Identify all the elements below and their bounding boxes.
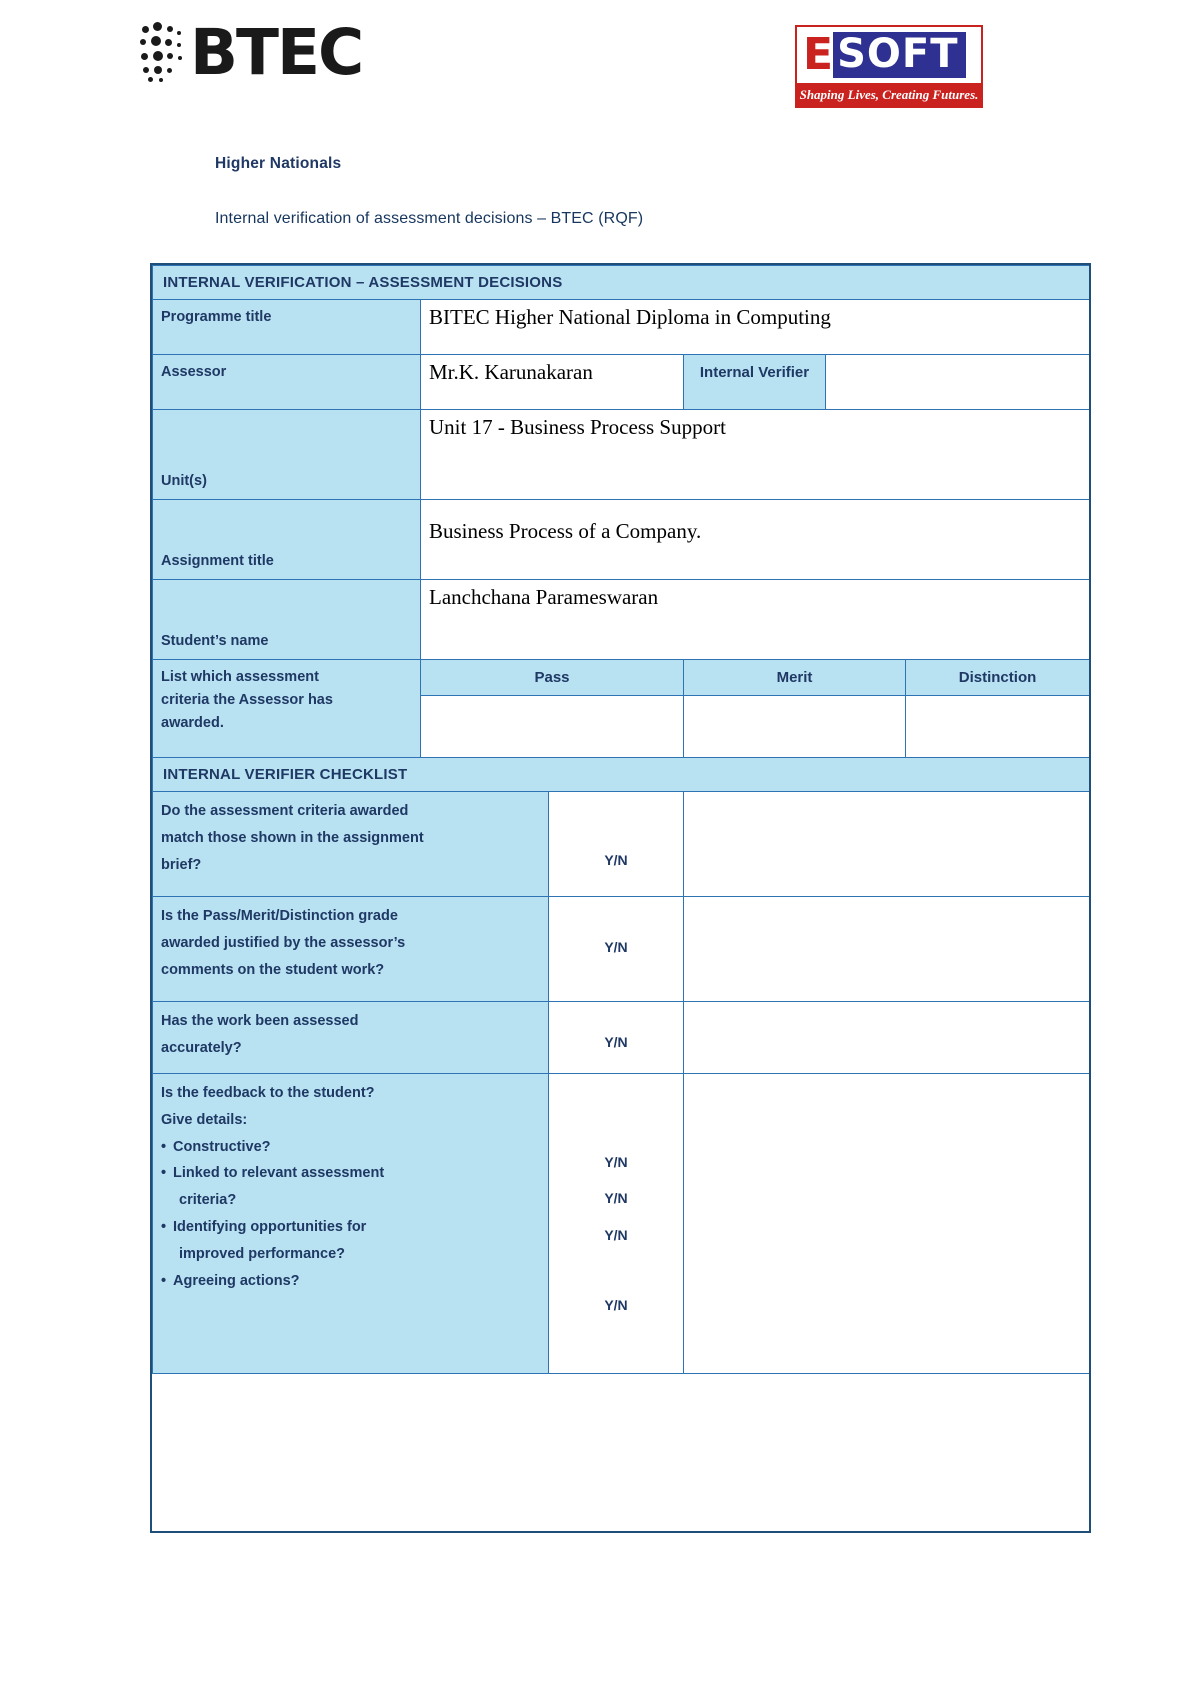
assessor-value[interactable]: Mr.K. Karunakaran (421, 355, 684, 410)
question-line: Has the work been assessed (161, 1013, 359, 1029)
student-name-label: Student’s name (153, 580, 421, 660)
units-label: Unit(s) (153, 410, 421, 500)
criteria-label-line-2: criteria the Assessor has (161, 692, 333, 709)
btec-wordmark: BTEC (190, 16, 363, 89)
checklist-yn-feedback-4[interactable]: Y/N (604, 1297, 628, 1314)
list-item: • Agreeing actions? (161, 1268, 540, 1295)
internal-verifier-label: Internal Verifier (684, 355, 826, 410)
table-row (153, 1074, 1090, 1374)
grade-header-merit: Merit (684, 660, 906, 696)
assessor-label: Assessor (153, 355, 421, 410)
table-row (153, 410, 1090, 500)
assignment-title-value[interactable]: Business Process of a Company. (421, 500, 1090, 580)
assignment-title-label: Assignment title (153, 500, 421, 580)
table-row (153, 897, 1090, 1002)
esoft-letter-e: E (803, 29, 834, 80)
checklist-question-grade-justified (153, 897, 549, 1002)
checklist-question-assessed-accurately (153, 1002, 549, 1074)
table-row (153, 660, 1090, 696)
grade-value-merit[interactable] (684, 696, 906, 758)
feedback-subheading: Give details: (161, 1111, 248, 1128)
question-line: Do the assessment criteria awarded (161, 803, 409, 819)
table-row (153, 1002, 1090, 1074)
section-heading-assessment-decisions: INTERNAL VERIFICATION – ASSESSMENT DECISIONS (153, 266, 1090, 300)
criteria-label-line-1: List which assessment (161, 669, 319, 685)
checklist-yn-feedback-3[interactable]: Y/N (604, 1226, 628, 1243)
checklist-yn-feedback-group[interactable] (549, 1074, 684, 1374)
table-row (153, 580, 1090, 660)
checklist-comment-feedback[interactable] (684, 1074, 1090, 1374)
section-heading-verifier-checklist: INTERNAL VERIFIER CHECKLIST (153, 758, 1090, 792)
criteria-awarded-label (153, 660, 421, 758)
criteria-label-line-3: awarded. (161, 715, 224, 732)
feedback-bullet-list (161, 1134, 540, 1295)
programme-title-label: Programme title (153, 300, 421, 355)
checklist-comment-grade-justified[interactable] (684, 897, 1090, 1002)
question-line: comments on the student work? (161, 961, 385, 978)
btec-dots-icon (140, 22, 188, 84)
grade-value-pass[interactable] (421, 696, 684, 758)
esoft-letters-soft: SOFT (833, 32, 966, 78)
grade-value-distinction[interactable] (906, 696, 1090, 758)
question-line: match those shown in the assignment (161, 829, 424, 846)
units-value[interactable]: Unit 17 - Business Process Support (421, 410, 1090, 500)
grade-header-pass: Pass (421, 660, 684, 696)
internal-verifier-value[interactable] (826, 355, 1090, 410)
checklist-yn-feedback-1[interactable]: Y/N (604, 1154, 628, 1170)
feedback-heading: Is the feedback to the student? (161, 1085, 375, 1101)
table-row (153, 792, 1090, 897)
checklist-question-criteria-match (153, 792, 549, 897)
question-line: brief? (161, 856, 202, 873)
programme-title-value[interactable]: BITEC Higher National Diploma in Computing (421, 300, 1090, 355)
table-row (153, 758, 1090, 792)
list-item: • Constructive? (161, 1134, 540, 1161)
page-subtitle: Internal verification of assessment decisions – BTEC (RQF) (215, 210, 644, 227)
list-item: • Linked to relevant assessment (161, 1160, 540, 1187)
checklist-yn-grade-justified[interactable]: Y/N (549, 897, 684, 1002)
checklist-comment-criteria-match[interactable] (684, 792, 1090, 897)
checklist-question-feedback (153, 1074, 549, 1374)
esoft-logo (795, 25, 983, 108)
grade-header-distinction: Distinction (906, 660, 1090, 696)
list-item: • Identifying opportunities for (161, 1214, 540, 1241)
table-row (153, 500, 1090, 580)
internal-verification-table (152, 265, 1090, 1374)
question-line: Is the Pass/Merit/Distinction grade (161, 908, 398, 924)
esoft-wordmark (797, 27, 981, 83)
question-line: awarded justified by the assessor’s (161, 934, 406, 951)
list-item: criteria? (179, 1192, 237, 1209)
btec-logo (140, 16, 363, 89)
checklist-yn-assessed-accurately[interactable]: Y/N (549, 1002, 684, 1074)
checklist-yn-feedback-2[interactable]: Y/N (604, 1190, 628, 1207)
question-line: accurately? (161, 1039, 242, 1056)
table-row (153, 355, 1090, 410)
checklist-comment-assessed-accurately[interactable] (684, 1002, 1090, 1074)
checklist-yn-criteria-match[interactable]: Y/N (549, 792, 684, 897)
table-row (153, 300, 1090, 355)
page-title: Higher Nationals (215, 155, 342, 172)
list-item: improved performance? (179, 1245, 345, 1262)
esoft-tagline: Shaping Lives, Creating Futures. (797, 83, 981, 106)
table-row (153, 266, 1090, 300)
student-name-value[interactable]: Lanchchana Parameswaran (421, 580, 1090, 660)
